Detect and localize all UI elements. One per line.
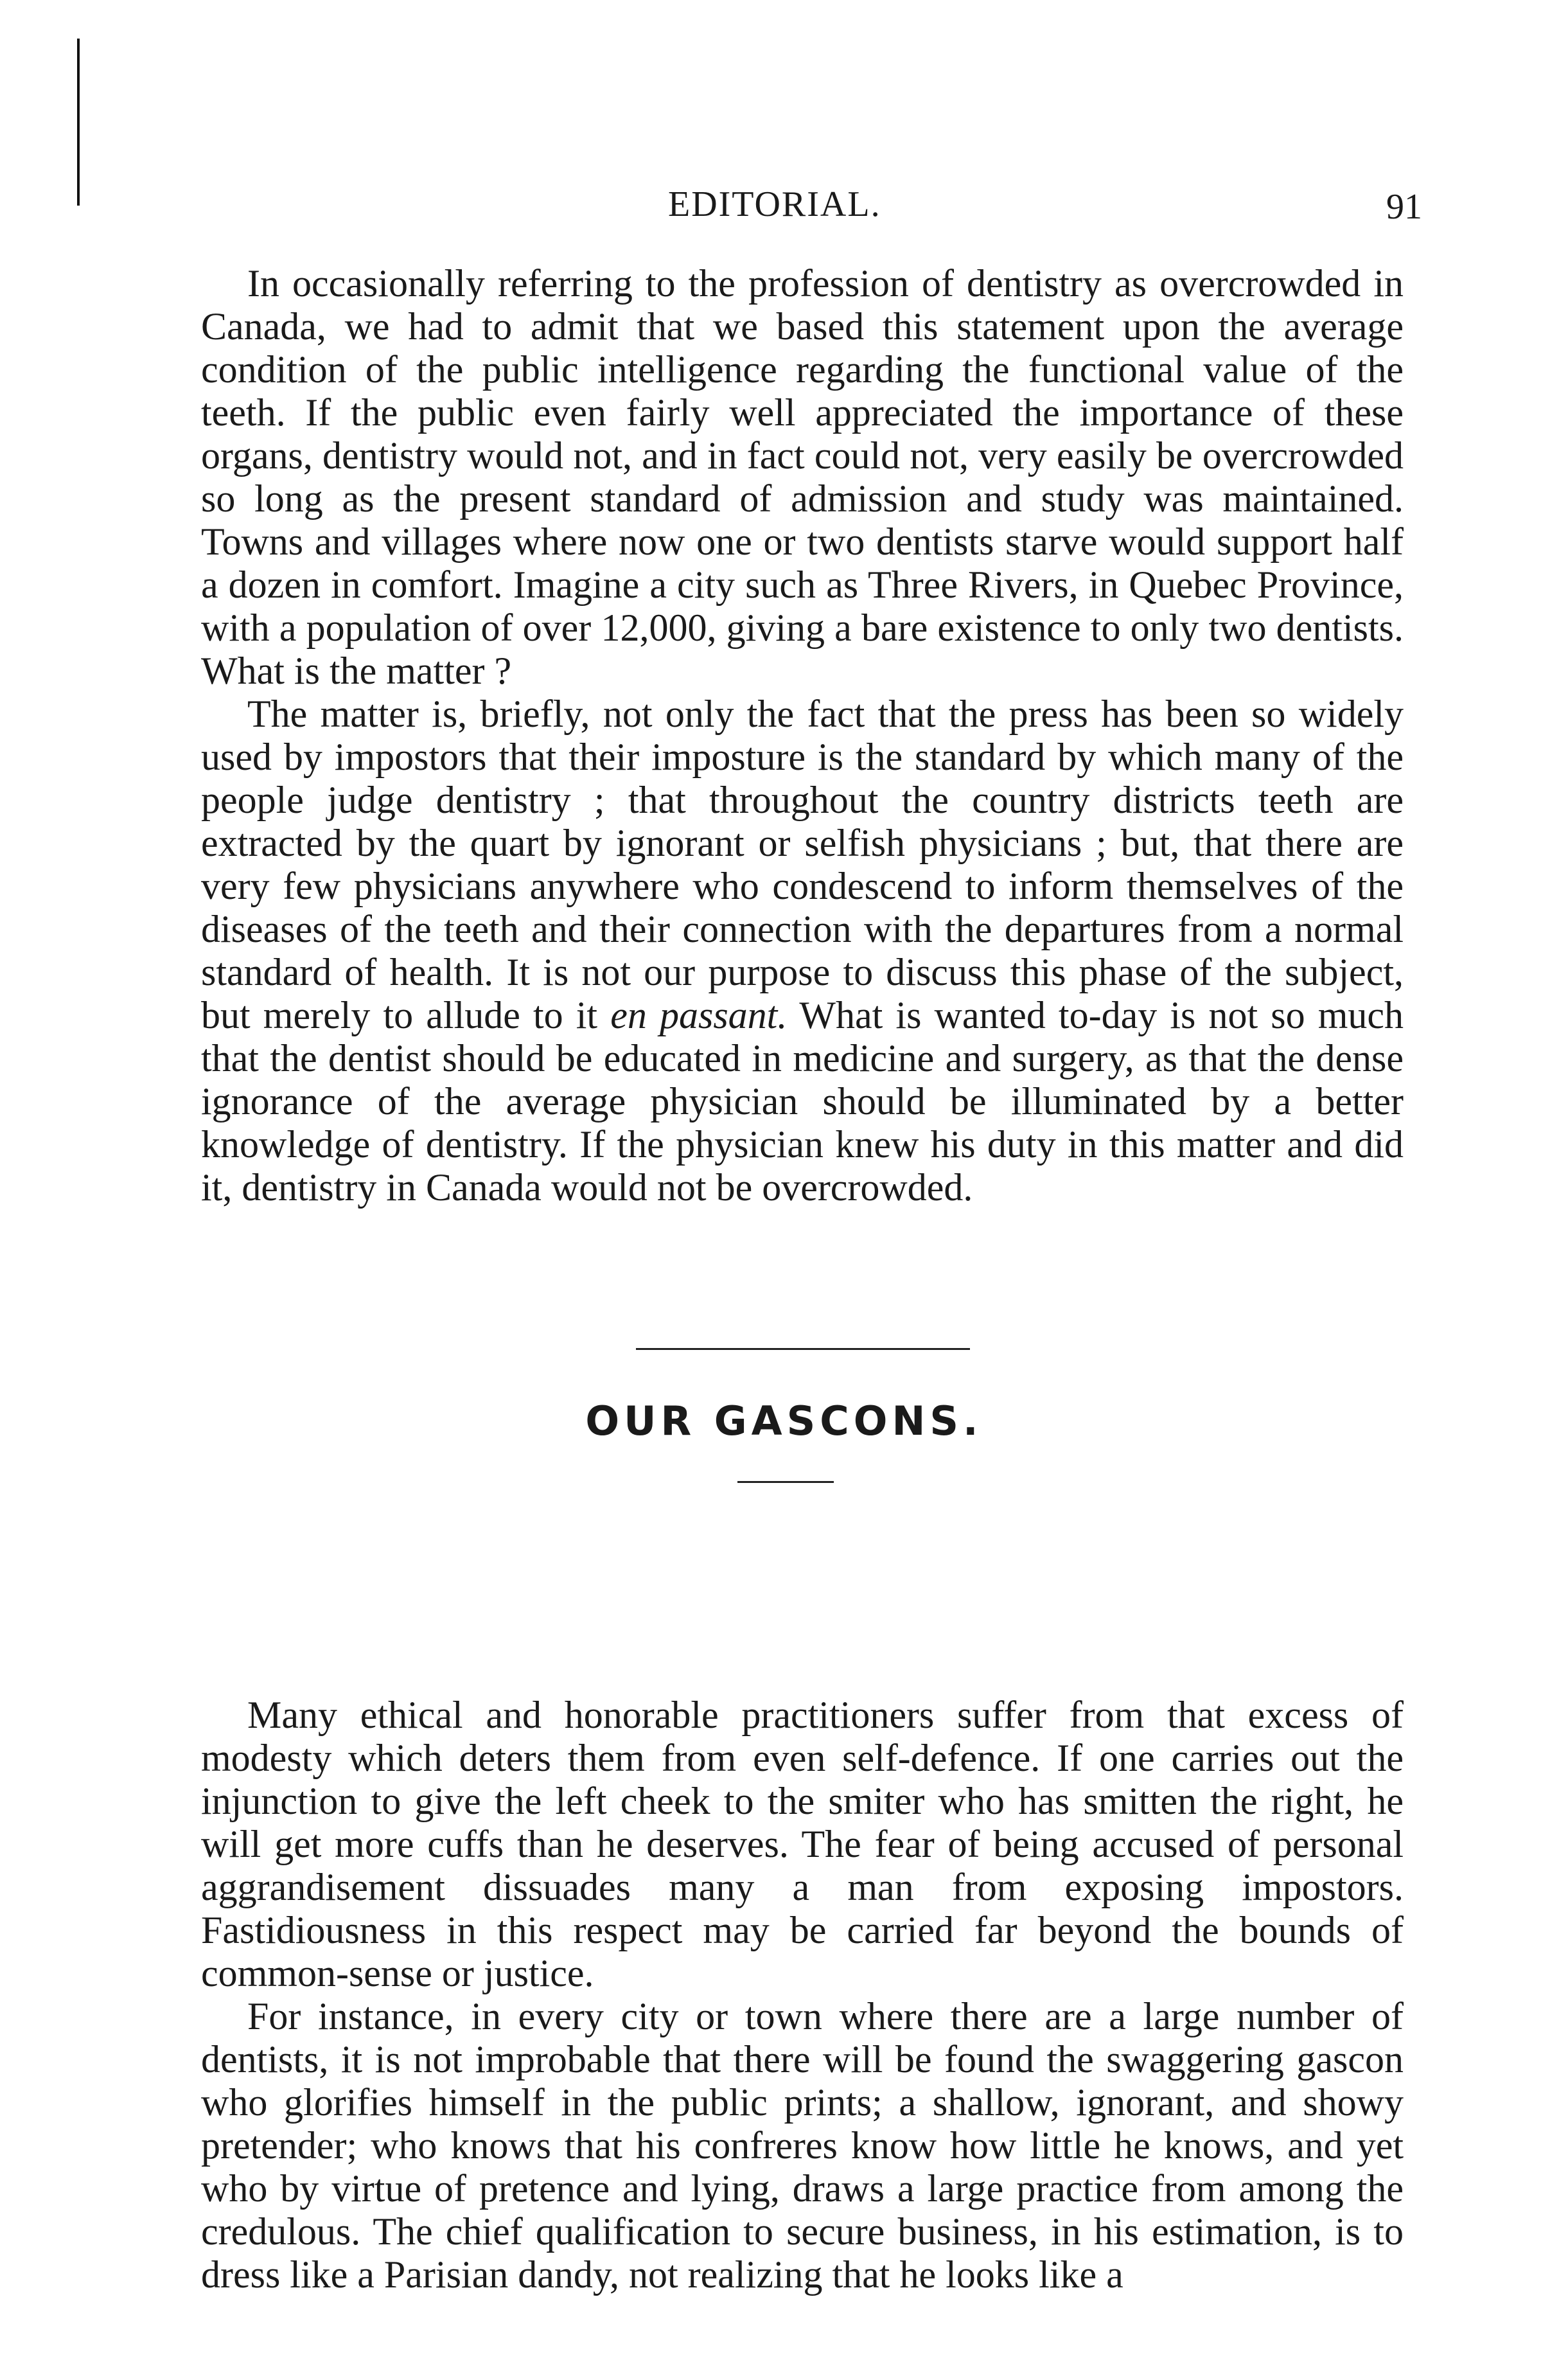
page-number: 91	[1386, 187, 1422, 227]
section-divider	[636, 1348, 970, 1350]
paragraph-text: What is wanted to-day is not so much that the dentist should be educated in medicine and surgery, as that the dense ignorance of the average physician should be illuminated by a better knowledge of dentistry. If the physician knew his duty in this matter and did it, dentistry in Canada would not be overcrowded.	[201, 994, 1404, 1209]
paragraph-text: The matter is, briefly, not only the fact that the press has been so widely used by impostors that their imposture is the standard by which many of the people judge dentistry ; that throughout the country districts teeth are extracted by the quart by ignorant or selfish physicians ; but, that there are very few physicians anywhere who condescend to inform themselves of the diseases of the teeth and their connection with the departures from a normal standard of health. It is not our purpose to discuss this phase of the subject, but merely to allude to it	[201, 693, 1404, 1036]
editorial-text	[201, 262, 1404, 1209]
paragraph: For instance, in every city or town where there are a large number of dentists, it is not improbable that there will be found the swaggering gascon who glorifies himself in the public prints; a shallow, ignorant, and showy pretender; who knows that his confreres know how little he knows, and yet who by virtue of pretence and lying, draws a large practice from among the credulous. The chief qualification to secure business, in his estimation, is to dress like a Parisian dandy, not realizing that he looks like a	[201, 1995, 1404, 2296]
gascons-text	[201, 1694, 1404, 2296]
running-title: EDITORIAL.	[668, 184, 881, 224]
section-heading: OUR GASCONS.	[585, 1397, 983, 1444]
margin-scan-line	[77, 39, 80, 206]
paragraph: In occasionally referring to the profession of dentistry as overcrowded in Canada, we had to admit that we based this statement upon the average condition of the public intelligence regarding the functional value of the teeth. If the public even fairly well appreciated the importance of these organs, dentistry would not, and in fact could not, very easily be overcrowded so long as the present standard of admission and study was maintained. Towns and villages where now one or two dentists starve would support half a dozen in comfort. Imagine a city such as Three Rivers, in Quebec Province, with a population of over 12,000, giving a bare existence to only two dentists. What is the matter ?	[201, 262, 1404, 692]
heading-underline	[737, 1481, 834, 1483]
running-head	[0, 184, 1568, 242]
paragraph: Many ethical and honorable practitioners suffer from that excess of modesty which deters them from even self-defence. If one carries out the injunction to give the left cheek to the smiter who has smitten the right, he will get more cuffs than he deserves. The fear of being accused of personal aggrandisement dissuades many a man from exposing impostors. Fastidiousness in this respect may be carried far beyond the bounds of common-sense or justice.	[201, 1694, 1404, 1994]
italic-phrase: en passant.	[610, 994, 788, 1036]
paragraph	[201, 693, 1404, 1209]
